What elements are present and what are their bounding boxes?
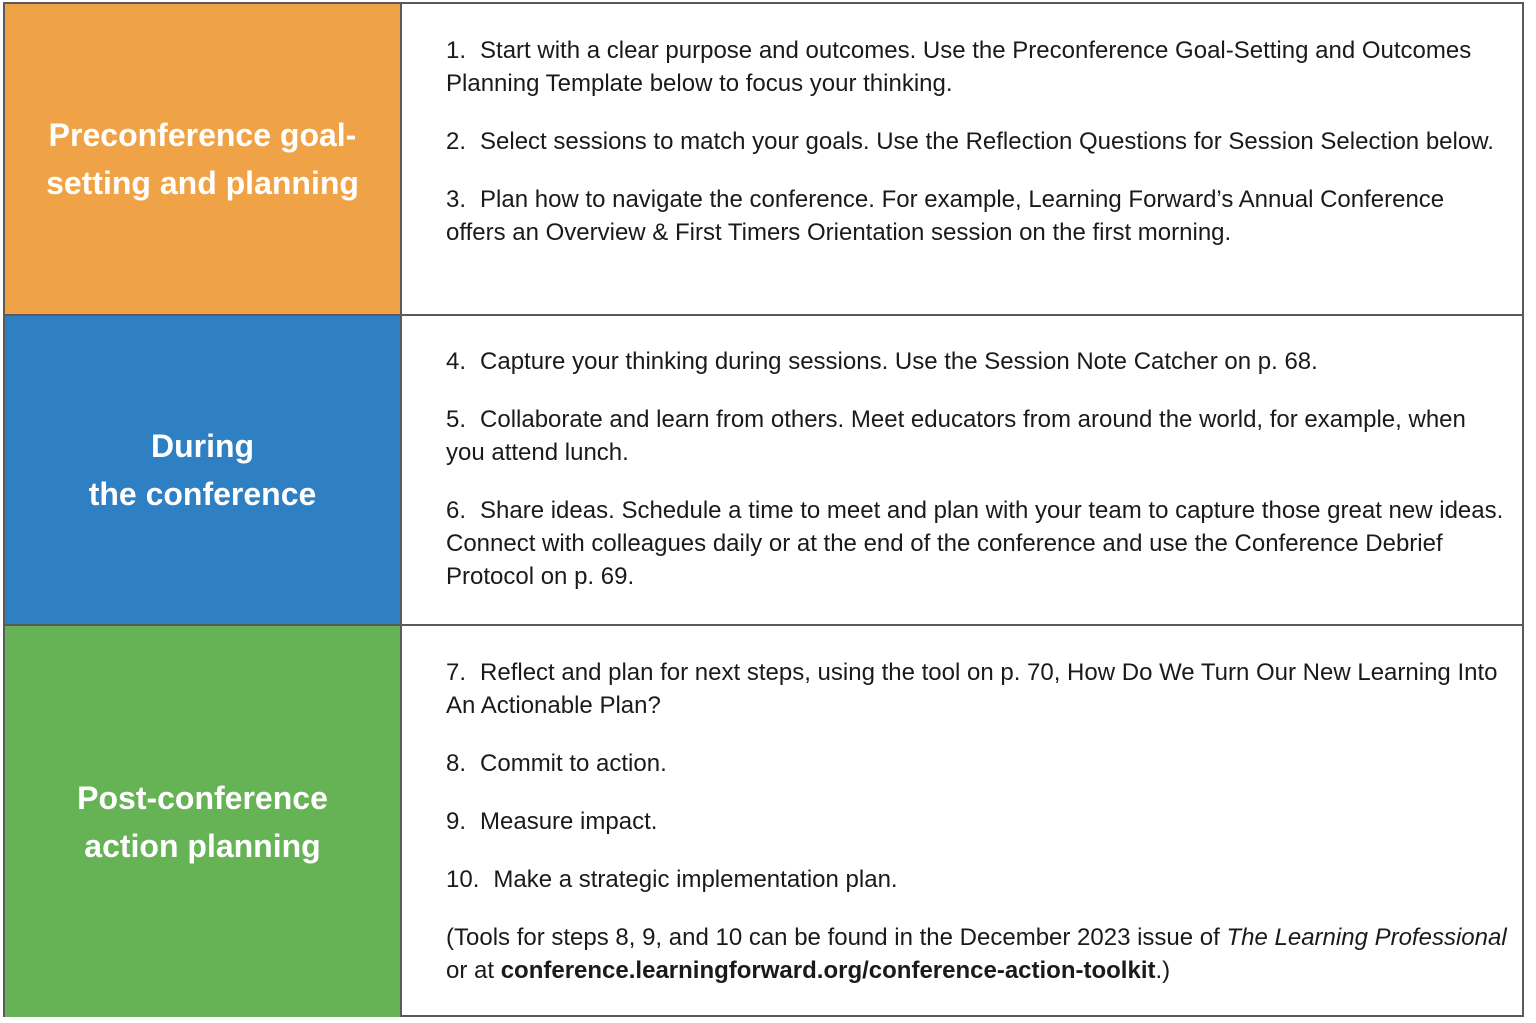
list-item (446, 494, 1508, 593)
list-item (446, 403, 1508, 469)
during-steps (404, 316, 1522, 624)
publication-title: The Learning Professional (1226, 924, 1507, 951)
list-item (446, 656, 1508, 722)
item-number: 8. (446, 750, 467, 777)
item-number: 7. (446, 659, 467, 686)
item-number: 4. (446, 348, 467, 375)
during-label: During the conference (88, 428, 317, 512)
during-label-cell (5, 316, 402, 624)
item-number: 5. (446, 406, 467, 433)
list-item (446, 34, 1508, 100)
item-text: Plan how to navigate the conference. For example, Learning Forward’s Annual Conference offers an Overview & First Timers Orientation session on the first morning. (446, 186, 1445, 246)
item-number: 2. (446, 128, 467, 155)
item-text: Capture your thinking during sessions. Use the Session Note Catcher on p. 68. (480, 348, 1318, 375)
item-text: Select sessions to match your goals. Use the Reflection Questions for Session Selection below. (480, 128, 1494, 155)
item-text: Commit to action. (480, 750, 667, 777)
note-text: or at (446, 957, 501, 984)
list-item (446, 863, 1508, 896)
table-row-preconference (5, 4, 1522, 314)
item-text: Make a strategic implementation plan. (493, 866, 898, 893)
note-text: .) (1155, 957, 1171, 984)
table-row-during (5, 314, 1522, 624)
item-number: 6. (446, 497, 467, 524)
item-number: 3. (446, 186, 467, 213)
item-number: 1. (446, 37, 467, 64)
post-label: Post-conference action planning (77, 779, 328, 864)
toolkit-url: conference.learningforward.org/conference-action-toolkit (500, 957, 1156, 984)
item-text: Measure impact. (480, 808, 658, 835)
list-item (446, 345, 1508, 378)
list-item (446, 747, 1508, 780)
item-number: 9. (446, 808, 467, 835)
post-steps (404, 626, 1522, 1017)
list-item (446, 183, 1508, 249)
tools-note (446, 921, 1508, 987)
table-row-post (5, 624, 1522, 1017)
list-item (446, 805, 1508, 838)
item-number: 10. (446, 866, 480, 893)
item-text: Share ideas. Schedule a time to meet and plan with your team to capture those great new ideas. Connect with colleagues daily or at the end of the conference and use the Conference Debrief Protocol on p. 69. (446, 497, 1504, 590)
note-text: (Tools for steps 8, 9, and 10 can be found in the December 2023 issue of (446, 924, 1227, 951)
preconference-label: Preconference goal- setting and planning (46, 117, 359, 201)
preconference-steps (404, 4, 1522, 314)
list-item (446, 125, 1508, 158)
post-label-cell (5, 626, 402, 1017)
item-text: Start with a clear purpose and outcomes. Use the Preconference Goal-Setting and Outcomes Planning Template below to focus your thinking. (446, 37, 1472, 97)
item-text: Collaborate and learn from others. Meet educators from around the world, for example, when you attend lunch. (446, 406, 1466, 466)
conference-steps-table (3, 2, 1524, 1017)
item-text: Reflect and plan for next steps, using the tool on p. 70, How Do We Turn Our New Learning Into An Actionable Plan? (446, 659, 1498, 719)
preconference-label-cell (5, 4, 402, 314)
